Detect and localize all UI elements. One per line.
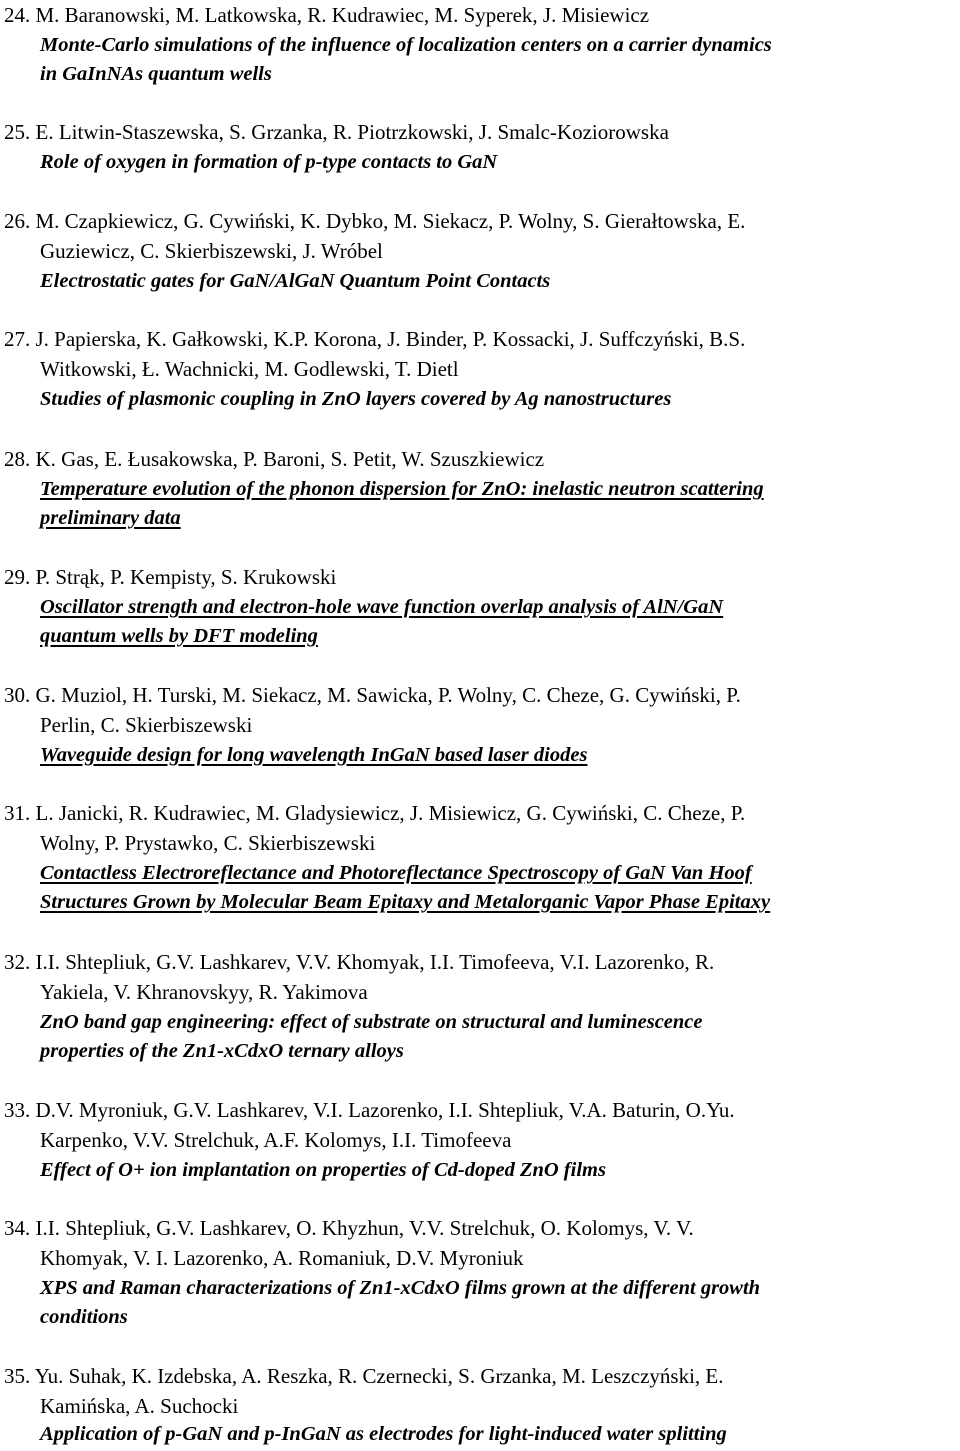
- entry-authors-line: [4, 1095, 735, 1125]
- entry-authors: Karpenko, V.V. Strelchuk, A.F. Kolomys, I.I. Timofeeva: [40, 1128, 512, 1152]
- entry-number: 29.: [4, 565, 31, 589]
- entry-title: Effect of O+ ion implantation on properties of Cd-doped ZnO films: [40, 1159, 606, 1181]
- entry-number: 24.: [4, 3, 31, 27]
- entry-title: Waveguide design for long wavelength InGaN based laser diodes: [40, 744, 588, 766]
- entry-authors-line: [4, 1213, 694, 1243]
- entry-title: Electrostatic gates for GaN/AlGaN Quantum Point Contacts: [40, 270, 551, 292]
- entry-title: Application of p-GaN and p-InGaN as electrodes for light-induced water splitting: [40, 1423, 727, 1445]
- entry-authors: M. Baranowski, M. Latkowska, R. Kudrawiec, M. Syperek, J. Misiewicz: [35, 3, 650, 27]
- entry-authors: L. Janicki, R. Kudrawiec, M. Gladysiewicz, J. Misiewicz, G. Cywiński, C. Cheze, P.: [35, 801, 746, 825]
- entry-number: 35.: [4, 1364, 31, 1388]
- entry-authors-line: [4, 1361, 723, 1391]
- entry-title: Temperature evolution of the phonon dispersion for ZnO: inelastic neutron scattering: [40, 478, 764, 500]
- entry-authors: M. Czapkiewicz, G. Cywiński, K. Dybko, M. Siekacz, P. Wolny, S. Gierałtowska, E.: [35, 209, 746, 233]
- entry-title: conditions: [40, 1306, 128, 1328]
- entry-authors: Wolny, P. Prystawko, C. Skierbiszewski: [40, 831, 376, 855]
- entry-authors: J. Papierska, K. Gałkowski, K.P. Korona, J. Binder, P. Kossacki, J. Suffczyński, B.S.: [35, 327, 746, 351]
- entry-title: ZnO band gap engineering: effect of substrate on structural and luminescence: [40, 1011, 703, 1033]
- entry-authors-line: [4, 680, 741, 710]
- entry-title: properties of the Zn1-xCdxO ternary alloys: [40, 1040, 404, 1062]
- entry-number: 28.: [4, 447, 31, 471]
- entry-title: XPS and Raman characterizations of Zn1-xCdxO films grown at the different growth: [40, 1277, 761, 1299]
- entry-number: 34.: [4, 1216, 31, 1240]
- entry-title: Structures Grown by Molecular Beam Epitaxy and Metalorganic Vapor Phase Epitaxy: [40, 891, 771, 913]
- entry-authors-line: [4, 206, 745, 236]
- entry-title: quantum wells by DFT modeling: [40, 625, 318, 647]
- entry-authors: G. Muziol, H. Turski, M. Siekacz, M. Sawicka, P. Wolny, C. Cheze, G. Cywiński, P.: [35, 683, 741, 707]
- entry-title: preliminary data: [40, 507, 181, 529]
- entry-authors-line: [4, 444, 544, 474]
- entry-authors: K. Gas, E. Łusakowska, P. Baroni, S. Petit, W. Szuszkiewicz: [35, 447, 545, 471]
- entry-title: Monte-Carlo simulations of the influence of localization centers on a carrier dynamics: [40, 34, 772, 56]
- entry-authors: I.I. Shtepliuk, G.V. Lashkarev, O. Khyzhun, V.V. Strelchuk, O. Kolomys, V. V.: [35, 1216, 694, 1240]
- entry-number: 27.: [4, 327, 31, 351]
- entry-title: Contactless Electroreflectance and Photoreflectance Spectroscopy of GaN Van Hoof: [40, 862, 752, 884]
- entry-authors: Witkowski, Ł. Wachnicki, M. Godlewski, T. Dietl: [40, 357, 459, 381]
- entry-authors: D.V. Myroniuk, G.V. Lashkarev, V.I. Lazorenko, I.I. Shtepliuk, V.A. Baturin, O.Yu.: [35, 1098, 735, 1122]
- entry-authors: Guziewicz, C. Skierbiszewski, J. Wróbel: [40, 239, 383, 263]
- entry-number: 26.: [4, 209, 31, 233]
- entry-authors: Yakiela, V. Khranovskyy, R. Yakimova: [40, 980, 368, 1004]
- entry-authors: P. Strąk, P. Kempisty, S. Krukowski: [35, 565, 337, 589]
- entry-authors-line: [4, 324, 745, 354]
- entry-authors-line: [4, 562, 336, 592]
- entry-number: 31.: [4, 801, 31, 825]
- entry-title: Oscillator strength and electron-hole wave function overlap analysis of AlN/GaN: [40, 596, 724, 618]
- entry-title: Studies of plasmonic coupling in ZnO layers covered by Ag nanostructures: [40, 388, 672, 410]
- entry-authors: Kamińska, A. Suchocki: [40, 1394, 239, 1418]
- entry-authors-line: [4, 947, 714, 977]
- entry-authors-line: [4, 0, 649, 30]
- entry-number: 33.: [4, 1098, 31, 1122]
- entry-number: 30.: [4, 683, 31, 707]
- entry-authors: Yu. Suhak, K. Izdebska, A. Reszka, R. Czernecki, S. Grzanka, M. Leszczyński, E.: [34, 1364, 724, 1388]
- entry-authors-line: [4, 117, 669, 147]
- entry-title: Role of oxygen in formation of p-type contacts to GaN: [40, 151, 498, 173]
- entry-authors: E. Litwin-Staszewska, S. Grzanka, R. Piotrzkowski, J. Smalc-Koziorowska: [35, 120, 669, 144]
- entry-number: 32.: [4, 950, 31, 974]
- entry-authors: I.I. Shtepliuk, G.V. Lashkarev, V.V. Khomyak, I.I. Timofeeva, V.I. Lazorenko, R.: [35, 950, 715, 974]
- entry-authors-line: [4, 798, 745, 828]
- entry-authors: Khomyak, V. I. Lazorenko, A. Romaniuk, D.V. Myroniuk: [40, 1246, 524, 1270]
- entry-number: 25.: [4, 120, 31, 144]
- entry-title: in GaInNAs quantum wells: [40, 63, 272, 85]
- entry-authors: Perlin, C. Skierbiszewski: [40, 713, 253, 737]
